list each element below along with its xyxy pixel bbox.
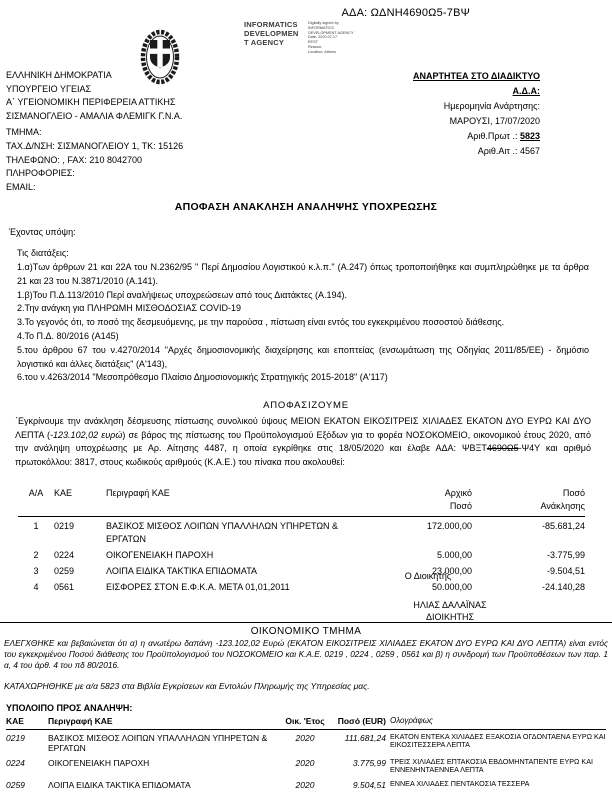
decision-heading: ΑΠΟΦΑΣΙΖΟΥΜΕ [263, 400, 349, 411]
sender-phone-fax: ΤΗΛΕΦΩΝΟ: , FAX: 210 8042700 [6, 154, 142, 165]
sender-department: ΤΜΗΜΑ: [6, 127, 42, 138]
col-header-words: Ολογράφως [386, 716, 606, 730]
table-row: 4 0561 ΕΙΣΦΟΡΕΣ ΣΤΟΝ Ε.Φ.Κ.Α. ΜΕΤΑ 01,01,2011 50.000,00 -24.140,28 [33, 582, 585, 592]
ada-code-header: ΑΔΑ: ΩΔΝΗ4690Ω5-7ΒΨ [341, 7, 470, 19]
decision-text-2: ) σε βάρος της πίστωσης του Προϋπολογισμού Εξόδων για το φορέα ΝΟΣΟΚΟΜΕΙΟ, οικονομικού έτους 2020, από την ανάληψη υποχρέωσης με Αρ. Αίτησης 4487, η οποία εγκρίθηκε στις 18/05/2020 και έλαβε ΑΔΑ: [15, 429, 591, 454]
posting-ada-label: Α.Δ.Α: [512, 86, 540, 96]
table-row: 1 0219 ΒΑΣΙΚΟΣ ΜΙΣΘΟΣ ΛΟΙΠΩΝ ΥΠΑΛΛΗΛΩΝ ΥΠΗΡΕΤΩΝ & ΕΡΓΑΤΩΝ 172.000,00 -85.681,24 [33, 521, 585, 544]
ada-ref-start: ΨΒΞΤ [461, 443, 487, 454]
sender-republic: ΕΛΛΗΝΙΚΗ ΔΗΜΟΚΡΑΤΙΑ [6, 70, 112, 80]
posting-date-value: ΜΑΡΟΥΣΙ, 17/07/2020 [449, 116, 540, 126]
legal-item: 3.Το γεγονός ότι, το ποσό της δεσμευόμενης, με την παρούσα , πίστωση είναι εντός του εγκεκριμένου ποσοστού διάθεσης. [17, 317, 505, 328]
balance-table [6, 716, 606, 792]
finance-registered-line: ΚΑΤΑΧΩΡΗΘΗΚΕ με α/α 5823 στα Βιβλία Εγκρίσεων και Εντολών Πληρωμής της Υπηρεσίας μας. [4, 681, 370, 691]
signatory-role-line: Ο Διοικητής [404, 571, 452, 581]
col-header-kae: ΚΑΕ [6, 716, 48, 730]
col-header-aa: Α/Α [18, 487, 54, 517]
sender-address-block [6, 69, 183, 194]
sender-postal-address: ΤΑΧ.Δ/ΝΣΗ: ΣΙΣΜΑΝΟΓΛΕΙΟΥ 1, ΤΚ: 15126 [6, 140, 184, 151]
signature-block [290, 599, 610, 623]
finance-checked-paragraph: ΕΛΕΓΧΘΗΚΕ και βεβαιώνεται ότι α) η ανωτέρω δαπάνη -123.102,02 Ευρώ (ΕΚΑΤΟΝ ΕΙΚΟΣΙΤΡΕΙΣ ΧΙΛΙΑΔΕΣ ΕΚΑΤΟΝ ΔΥΟ ΕΥΡΩ ΚΑΙ ΔΥΟ ΛΕΠΤΑ) είναι εντός του εγκεκριμένου Ποσού διάθεσης του Προϋπολογισμού του ΝΟΣΟΚΟΜΕΙΟ και Κ.Α.Ε. 0219 , 0224 , 0259 , 0561 και β) η συνδρομή των Προϋποθέσεων των παρ. 1 α, 4 του άρθ. 4 του πδ 80/2016. [4, 638, 608, 670]
ada-ref-struck: 4690Ω5 [486, 443, 519, 454]
stamp-signature-details: Digitally signed by INFORMATICS DEVELOPMENT AGENCY Date: 2020.07.17 EEST Reason: Location: Athens [308, 21, 354, 54]
legal-item: 5.του άρθρου 67 του ν.4270/2014 "Αρχές δημοσιονομικής διαχείρησης και εποπτείας (ενσωμάτωση της Οδηγίας 2011/85/ΕΕ) - δημόσιο λογιστικό και άλλες διατάξεις" (Α'143), [17, 344, 589, 369]
col-header-desc: Περιγραφή ΚΑΕ [106, 487, 372, 517]
col-header-amount: Ποσό (EUR) [334, 716, 386, 730]
decision-paragraph [15, 415, 591, 470]
having-regard-line: Έχοντας υπόψη: [9, 227, 76, 237]
legal-item: 2.Την ανάγκη για ΠΛΗΡΩΜΗ ΜΙΣΘΟΔΟΣΙΑΣ COVID-19 [17, 303, 242, 314]
table-row: 0219 ΒΑΣΙΚΟΣ ΜΙΣΘΟΣ ΛΟΙΠΩΝ ΥΠΑΛΛΗΛΩΝ ΥΠΗΡΕΤΩΝ & ΕΡΓΑΤΩΝ 2020 111.681,24 ΕΚΑΤΟΝ ΕΝΤΕΚΑ ΧΙΛΙΑΔΕΣ ΕΞΑΚΟΣΙΑ ΟΓΔΟΝΤΑΕΝΑ ΕΥΡΩ ΚΑΙ ΕΙΚΟΣΙΤΕΣΣΕΡΑ ΛΕΠΤΑ [6, 732, 606, 753]
revocation-table-header-row [18, 487, 585, 517]
sender-email: EMAIL: [6, 181, 36, 192]
ada-ref-end: -Ψ4Υ [518, 443, 540, 454]
sender-region: Α΄ ΥΓΕΙΟΝΟΜΙΚΗ ΠΕΡΙΦΕΡΕΙΑ ΑΤΤΙΚΗΣ [6, 97, 176, 108]
posting-request-line [413, 144, 540, 159]
posting-protocol-line [413, 129, 540, 144]
sender-information: ΠΛΗΡΟΦΟΡΙΕΣ: [6, 168, 75, 179]
sender-ministry: ΥΠΟΥΡΓΕΙΟ ΥΓΕΙΑΣ [6, 83, 92, 94]
digital-signature-stamp [244, 20, 356, 55]
col-header-desc: Περιγραφή ΚΑΕ [48, 716, 276, 730]
posting-date-label: Ημερομηνία Ανάρτησης: [443, 101, 540, 111]
legal-item: 4.Το Π.Δ. 80/2016 (Α145) [17, 330, 119, 341]
sender-hospital: ΣΙΣΜΑΝΟΓΛΕΙΟ - ΑΜΑΛΙΑ ΦΛΕΜΙΓΚ Γ.Ν.Α. [6, 110, 183, 121]
col-header-revoked: Ποσό Ανάκλησης [472, 487, 585, 517]
legal-item: 1.α)Των άρθρων 21 και 22Α του Ν.2362/95 " Περί Δημοσίου Λογιστικού κ.λ.π." (Α.247) όπως τροποποιήθηκε και συμπληρώθηκε με τα άρθρα 21 και 23 του Ν.3871/2010 (Α.141). [17, 262, 589, 286]
provisions-line: Τις διατάξεις: [17, 248, 69, 258]
document-title: ΑΠΟΦΑΣΗ ΑΝΑΚΛΗΣΗ ΑΝΑΛΗΨΗΣ ΥΠΟΧΡΕΩΣΗΣ [174, 201, 438, 213]
col-header-kae: ΚΑΕ [54, 487, 106, 517]
posting-info-block [413, 69, 540, 159]
col-header-initial: Αρχικό Ποσό [372, 487, 472, 517]
col-header-year: Οικ. 'Ετος [276, 716, 334, 730]
signatory-title: ΔΙΟΙΚΗΤΗΣ [425, 612, 475, 622]
signatory-name: ΗΛΙΑΣ ΔΑΛΑΪΝΑΣ [413, 600, 487, 610]
protocol-value: 5823 [519, 131, 540, 141]
balance-table-header-row [6, 716, 606, 730]
legal-item: 1.β)Του Π.Δ.113/2010 Περί αναλήψεως υποχρεώσεων από τους Διατάκτες (Α.194). [17, 289, 347, 300]
section-divider [0, 622, 612, 623]
table-row: 3 0259 ΛΟΙΠΑ ΕΙΔΙΚΑ ΤΑΚΤΙΚΑ ΕΠΙΔΟΜΑΤΑ 23.000,00 -9.504,51 [33, 566, 585, 576]
decision-text-3: και αριθμό πρωτοκόλλου: 3817, στους κωδικούς αριθμούς (Κ.Α.Ε.) του πίνακα που ακολουθεί: [15, 443, 591, 468]
finance-department-heading: ΟΙΚΟΝΟΜΙΚΟ ΤΜΗΜΑ [250, 626, 362, 637]
request-value: 4567 [519, 146, 540, 156]
decision-amount: -123.102,02 ευρώ [50, 429, 123, 440]
stamp-agency-name: INFORMATICS DEVELOPMEN T AGENCY [244, 20, 299, 47]
legal-basis-list [17, 261, 589, 385]
legal-item: 6.του ν.4263/2014 "Μεσοπρόθεσμο Πλαίσιο Δημοσιονομικής Στρατηγικής 2015-2018" (Α'117) [17, 372, 388, 383]
decision-text-1: ΄Εγκρίνουμε την ανάκληση δέσμευσης πίστωσης συνολικού ύψους ΜΕΙΟΝ ΕΚΑΤΟΝ ΕΙΚΟΣΙΤΡΕΙΣ ΧΙΛΙΑΔΕΣ ΕΚΑΤΟΝ ΔΥΟ ΕΥΡΩ ΚΑΙ ΔΥΟ ΛΕΠΤΑ ( [15, 416, 591, 440]
protocol-label: Αριθ.Πρωτ .: [467, 131, 520, 141]
table-row: 0224 ΟΙΚΟΓΕΝΕΙΑΚΗ ΠΑΡΟΧΗ 2020 3.775,99 ΤΡΕΙΣ ΧΙΛΙΑΔΕΣ ΕΠΤΑΚΟΣΙΑ ΕΒΔΟΜΗΝΤΑΠΕΝΤΕ ΕΥΡΩ ΚΑΙ ΕΝΝΕΝΗΝΤΑΕΝΝΕΑ ΛΕΠΤΑ [6, 757, 594, 775]
table-row: 2 0224 ΟΙΚΟΓΕΝΕΙΑΚΗ ΠΑΡΟΧΗ 5.000,00 -3.775,99 [33, 550, 585, 560]
balance-heading: ΥΠΟΛΟΙΠΟ ΠΡΟΣ ΑΝΑΛΗΨΗ: [6, 703, 133, 713]
table-row: 0259 ΛΟΙΠΑ ΕΙΔΙΚΑ ΤΑΚΤΙΚΑ ΕΠΙΔΟΜΑΤΑ 2020 9.504,51 ΕΝΝΕΑ ΧΙΛΙΑΔΕΣ ΠΕΝΤΑΚΟΣΙΑ ΤΕΣΣΕΡΑ [6, 778, 530, 790]
posting-title: ΑΝΑΡΤΗΤΕΑ ΣΤΟ ΔΙΑΔΙΚΤΥΟ [413, 71, 540, 81]
request-label: Αριθ.Αιτ .: [477, 146, 520, 156]
